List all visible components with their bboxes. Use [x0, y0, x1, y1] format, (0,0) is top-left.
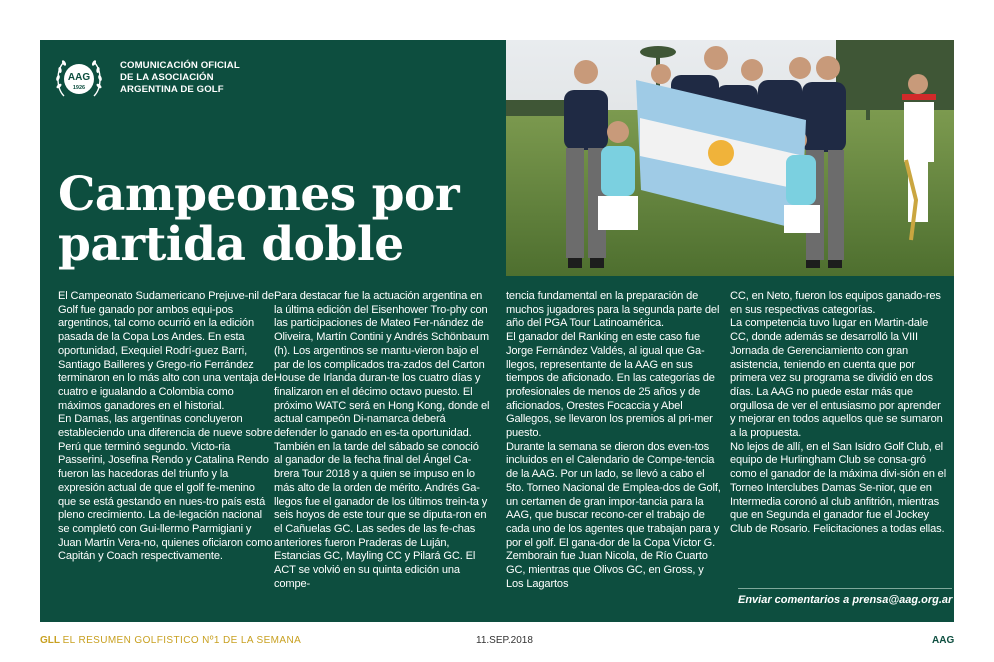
paragraph: tencia fundamental en la preparación de muchos jugadores para la segunda parte del año del PGA Tour Latinoamérica.	[506, 290, 720, 330]
paragraph: El Campeonato Sudamericano Prejuve-nil de Golf fue ganado por ambos equi-pos argentinos, tal como ocurrió en la edición pasada de la Copa Los Andes. En esta oportunidad, Exequiel Rodrí-guez Barri, Santiago Bailleres y Grego-rio Ferrández terminaron en lo más alto con una ventaja de cuatro e igualando a Colombia como máximos ganadores en el historial.	[58, 290, 274, 412]
paragraph: En Damas, las argentinas concluyeron estableciendo una diferencia de nueve sobre Perú que terminó segundo. Victo-ria Passerini, Josefina Rendo y Catalina Rendo fueron las hacedoras del triunfo y la expresión actual de que el golf fe-menino que se está gestando en nues-tro país está pleno crecimiento. La de-legación nacional se completó con Gui-llermo Parmigiani y Juan Martín Vera-no, quienes oficiaron como Capitán y Coach respectivamente.	[58, 413, 273, 563]
paragraph: Para destacar fue la actuación argentina en la última edición del Eisenhower Tro-phy con las participaciones de Mateo Fer-nández de Oliveira, Martín Contini y Andrés Schönbaum (h). Los argentinos se mantu-vieron bajo el par de los complicados tra-zados del Carton House de Irlanda duran-te los cuatro días y finalizaron en el décimo octavo puesto. El próximo WATC será en Hong Kong, donde el actual campeón Di-namarca deberá defender lo ganado en es-ta oportunidad.	[274, 290, 490, 440]
team-photo	[506, 40, 954, 276]
logo-text: AAG	[67, 72, 91, 83]
paragraph: También en la tarde del sábado se conoció al ganador de la fecha final del Ángel Ca-brera Tour 2018 y a quien se impuso en lo más alto de la orden de mérito. Andrés Ga-llegos fue el ganador de los últimos trein-ta y seis hoyos de este tour que se diputa-ron en el Cañuelas GC. Las sedes de las fe-chas anteriores fueron Praderas de Luján, Estancias GC, Mayling CC y Pilará GC. El ACT se volvió en su quinta edición una compe-	[274, 440, 488, 590]
headline-line-2: partida doble	[58, 217, 404, 272]
footer-brand	[40, 635, 301, 646]
column-4	[730, 290, 946, 537]
paragraph: La competencia tuvo lugar en Martin-dale CC, donde además se desarrolló la VIII Jornada de Gerenciamiento con gran asistencia, teniendo en cuenta que por primera vez su programa se dividió en dos días. La AAG no puede estar más que orgullosa de ver el entusiasmo por aprender y mejorar en todos aquellos que se sumaron a la propuesta.	[730, 317, 943, 440]
footer-date: 11.SEP.2018	[476, 635, 533, 646]
column-3	[506, 290, 722, 591]
header-line-2: DE LA ASOCIACIÓN	[120, 72, 214, 83]
contact-link[interactable]: Enviar comentarios a prensa@aag.org.ar	[738, 594, 953, 606]
headline-line-1: Campeones por	[58, 167, 460, 222]
footer-brand-name: GLL	[40, 635, 60, 646]
header-text	[120, 60, 240, 96]
paragraph: El ganador del Ranking en este caso fue Jorge Fernández Valdés, al igual que Ga-llegos, representante de la AAG en sus tiempos de aficionado. En las categorías de profesionales de menos de 25 años y de aficionados, Orestes Focaccia y Abel Gallegos, se llevaron los premios al pri-mer puesto.	[506, 331, 715, 440]
logo-year: 1926	[72, 85, 86, 91]
contact-divider	[738, 588, 952, 589]
paragraph: CC, en Neto, fueron los equipos ganado-res en sus respectivas categorías.	[730, 290, 941, 316]
column-1	[58, 290, 274, 564]
header-line-1: COMUNICACIÓN OFICIAL	[120, 60, 240, 71]
column-2	[274, 290, 490, 591]
footer-publisher: AAG	[932, 635, 955, 646]
headline	[58, 167, 498, 272]
footer-tagline: EL RESUMEN GOLFISTICO Nº1 DE LA SEMANA	[62, 635, 302, 646]
header-line-3: ARGENTINA DE GOLF	[120, 84, 224, 95]
paragraph: Durante la semana se dieron dos even-tos incluidos en el Calendario de Compe-tencia de la AAG. Por un lado, se llevó a cabo el 5to. Torneo Nacional de Emplea-dos de Golf, un certamen de gran impor-tancia para la AAG, que buscar recono-cer el trabajo de cada uno de los agentes que trabajan para y por el golf. El gana-dor de la Copa Víctor G. Zemborain fue Juan Nicola, de Río Cuarto GC, mientras que Olivos GC, en Gross, y Los Lagartos	[506, 440, 721, 590]
aag-logo	[52, 52, 106, 106]
paragraph: No lejos de allí, en el San Isidro Golf Club, el equipo de Hurlingham Club se consa-gró como el ganador de la máxima divi-sión en el Torneo Interclubes Damas Se-nior, que en Intermedia coronó al club anfitrión, mientras que en Segunda el ganador fue el Jockey Club de Rosario. Felicitaciones a todas ellas.	[730, 440, 947, 535]
